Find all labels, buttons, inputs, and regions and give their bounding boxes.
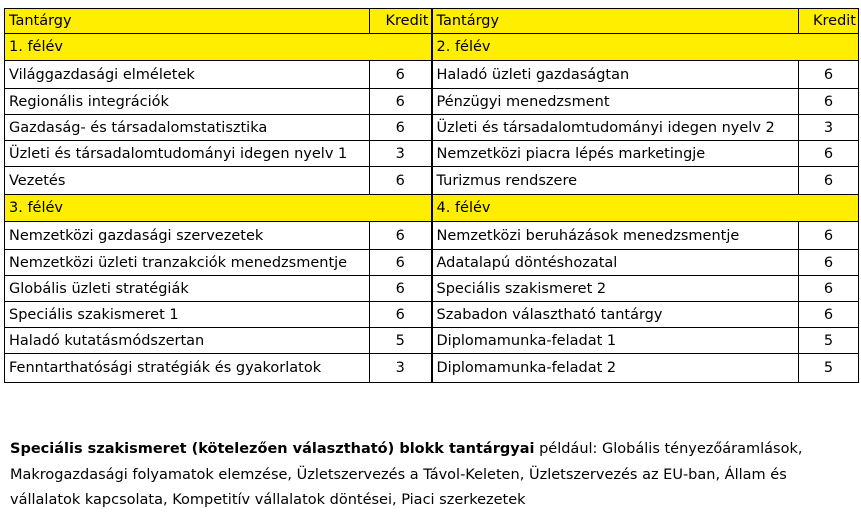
credit-header: Kredit	[799, 9, 859, 34]
subject-credit: 6	[799, 141, 859, 167]
table-row	[5, 61, 859, 89]
subject-name: Vezetés	[5, 167, 370, 195]
subject-name: Globális üzleti stratégiák	[5, 276, 370, 302]
subject-name: Gazdaság- és társadalomstatisztika	[5, 115, 370, 141]
credit-header: Kredit	[370, 9, 432, 34]
specialization-note	[10, 437, 860, 514]
semester-label: 3. félév	[5, 195, 432, 222]
subject-credit: 6	[799, 167, 859, 195]
subject-name: Fenntarthatósági stratégiák és gyakorlatok	[5, 354, 370, 383]
subject-credit: 6	[799, 61, 859, 89]
curriculum-table	[4, 8, 859, 383]
subject-name: Nemzetközi piacra lépés marketingje	[432, 141, 799, 167]
subject-name: Speciális szakismeret 2	[432, 276, 799, 302]
subject-name: Haladó kutatásmódszertan	[5, 328, 370, 354]
subject-name: Nemzetközi beruházások menedzsmentje	[432, 222, 799, 250]
subject-credit: 6	[799, 276, 859, 302]
subject-name: Haladó üzleti gazdaságtan	[432, 61, 799, 89]
subject-credit: 3	[370, 354, 432, 383]
table-row	[5, 222, 859, 250]
subject-credit: 6	[370, 250, 432, 276]
subject-credit: 6	[370, 276, 432, 302]
subject-credit: 6	[370, 61, 432, 89]
semester-label: 2. félév	[432, 34, 859, 61]
table-row	[5, 276, 859, 302]
table-row	[5, 115, 859, 141]
subject-credit: 6	[370, 302, 432, 328]
table-row	[5, 354, 859, 383]
subject-name: Speciális szakismeret 1	[5, 302, 370, 328]
subject-name: Adatalapú döntéshozatal	[432, 250, 799, 276]
table-row	[5, 141, 859, 167]
semester-label: 1. félév	[5, 34, 432, 61]
subject-name: Nemzetközi üzleti tranzakciók menedzsmentje	[5, 250, 370, 276]
subject-name: Világgazdasági elméletek	[5, 61, 370, 89]
semester-row	[5, 195, 859, 222]
subject-name: Regionális integrációk	[5, 89, 370, 115]
table-row	[5, 167, 859, 195]
subject-credit: 5	[799, 328, 859, 354]
subject-credit: 3	[799, 115, 859, 141]
subject-name: Diplomamunka-feladat 1	[432, 328, 799, 354]
note-heading: Speciális szakismeret (kötelezően választható) blokk tantárgyai	[10, 441, 535, 457]
note-text: például: Globális tényezőáramlások, Makrogazdasági folyamatok elemzése, Üzletszervezés a Távol-Keleten, Üzletszervezés az EU-ban, Állam és vállalatok kapcsolata, Kompetitív vállalatok döntései, Piaci szerkezetek	[10, 441, 803, 508]
subject-credit: 5	[370, 328, 432, 354]
subject-header: Tantárgy	[5, 9, 370, 34]
subject-credit: 6	[799, 222, 859, 250]
table-header-row	[5, 9, 859, 34]
table-row	[5, 250, 859, 276]
semester-label: 4. félév	[432, 195, 859, 222]
subject-credit: 6	[799, 89, 859, 115]
subject-name: Pénzügyi menedzsment	[432, 89, 799, 115]
table-row	[5, 89, 859, 115]
subject-credit: 6	[799, 302, 859, 328]
subject-credit: 6	[799, 250, 859, 276]
subject-credit: 6	[370, 167, 432, 195]
subject-credit: 5	[799, 354, 859, 383]
subject-name: Szabadon választható tantárgy	[432, 302, 799, 328]
subject-name: Nemzetközi gazdasági szervezetek	[5, 222, 370, 250]
subject-credit: 6	[370, 115, 432, 141]
subject-credit: 3	[370, 141, 432, 167]
subject-name: Üzleti és társadalomtudományi idegen nyelv 2	[432, 115, 799, 141]
semester-row	[5, 34, 859, 61]
subject-name: Turizmus rendszere	[432, 167, 799, 195]
subject-header: Tantárgy	[432, 9, 799, 34]
subject-name: Üzleti és társadalomtudományi idegen nyelv 1	[5, 141, 370, 167]
subject-name: Diplomamunka-feladat 2	[432, 354, 799, 383]
subject-credit: 6	[370, 89, 432, 115]
table-row	[5, 302, 859, 328]
table-row	[5, 328, 859, 354]
subject-credit: 6	[370, 222, 432, 250]
